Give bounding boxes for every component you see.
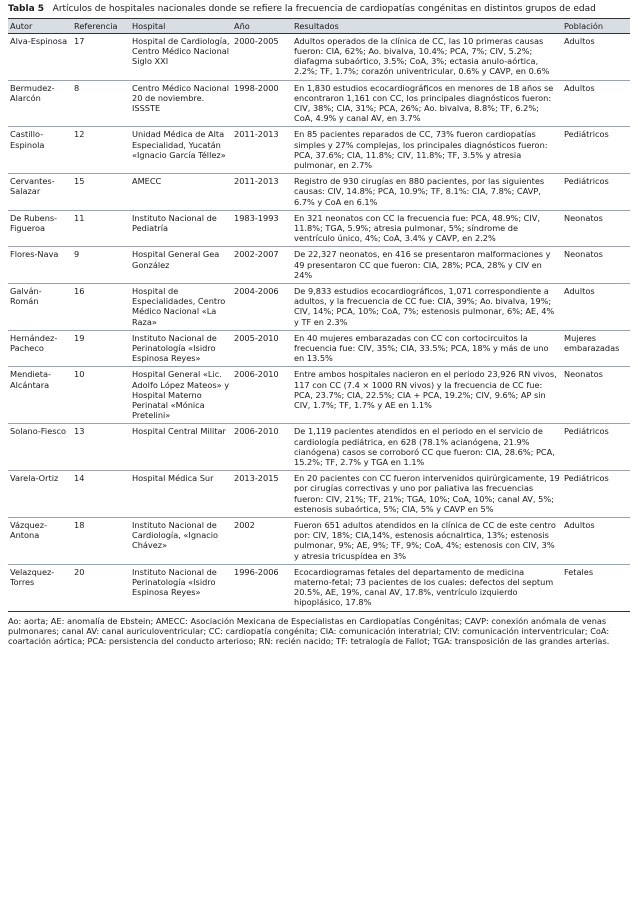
- cardiopathy-table: [8, 18, 630, 612]
- cell-poblacion: Mujeres embarazadas: [562, 330, 630, 367]
- cell-anio: 1996-2006: [232, 564, 292, 611]
- cell-anio: 2011-2013: [232, 127, 292, 174]
- cell-referencia: 20: [72, 564, 130, 611]
- table-row: [8, 471, 630, 518]
- cell-poblacion: Adultos: [562, 33, 630, 80]
- table-row: [8, 80, 630, 127]
- cell-autor: Hernández-Pacheco: [8, 330, 72, 367]
- cell-hospital: Instituto Nacional de Perinatología «Isidro Espinosa Reyes»: [130, 564, 232, 611]
- cell-anio: 2002: [232, 518, 292, 565]
- cell-hospital: Unidad Médica de Alta Especialidad, Yucatán «Ignacio García Téllez»: [130, 127, 232, 174]
- cell-referencia: 17: [72, 33, 130, 80]
- cell-autor: Vázquez-Antona: [8, 518, 72, 565]
- cell-autor: De Rubens-Figueroa: [8, 210, 72, 247]
- cell-anio: 2002-2007: [232, 247, 292, 284]
- table-row: [8, 210, 630, 247]
- table-row: [8, 174, 630, 211]
- cell-anio: 2006-2010: [232, 424, 292, 471]
- table-row: [8, 564, 630, 611]
- cell-resultados: Ecocardiogramas fetales del departamento de medicina materno-fetal; 73 pacientes de los cuales: defectos del septum 20.5%, AE, 19%, canal AV, 17.8%, ventrículo izquierdo hipoplásico, 17.8%: [292, 564, 562, 611]
- cell-poblacion: Neonatos: [562, 210, 630, 247]
- table-footnote: Ao: aorta; AE: anomalía de Ebstein; AMECC: Asociación Mexicana de Especialistas en Cardiopatías Congénitas; CAVP: conexión anómala de venas pulmonares; canal AV: canal auriculoventricular; CC: cardiopatía congénita; CIA: comunicación interatrial; CIV: comunicación interventricular; CoA: coartación aórtica; PCA: persistencia del conducto arterioso; RN: recién nacido; TF: tetralogía de Fallot; TGA: transposición de las grandes arterias.: [8, 615, 610, 647]
- cell-autor: Solano-Fiesco: [8, 424, 72, 471]
- cell-resultados: De 9,833 estudios ecocardiográficos, 1,071 correspondiente a adultos, y la frecuencia de CC fue: CIA, 39%; Ao. bivalva, 19%; CIV, 14%; PCA, 10%; CoA, 7%; estenosis pulmonar, 6%; AE, 4% y TF en 2.3%: [292, 283, 562, 330]
- table-caption: [8, 4, 630, 16]
- cell-hospital: Instituto Nacional de Perinatología «Isidro Espinosa Reyes»: [130, 330, 232, 367]
- cell-hospital: Hospital Central Militar: [130, 424, 232, 471]
- cell-poblacion: Pediátricos: [562, 471, 630, 518]
- cell-resultados: Adultos operados de la clínica de CC, las 10 primeras causas fueron: CIA, 62%; Ao. bivalva, 10.4%; PCA, 7%; CIV, 5.2%; diafagma subaórtico, 3.5%; CoA, 3%; ectasia anulo-aórtica, 2.2%; TF, 1.7%; corazón univentricular, 0.6% y CAVP, en 0.6%: [292, 33, 562, 80]
- table-title: Artículos de hospitales nacionales donde se refiere la frecuencia de cardiopatías congénitas en distintos grupos de edad: [52, 4, 596, 14]
- cell-referencia: 16: [72, 283, 130, 330]
- table-row: [8, 33, 630, 80]
- cell-hospital: Instituto Nacional de Pediatría: [130, 210, 232, 247]
- cell-poblacion: Pediátricos: [562, 424, 630, 471]
- table-row: [8, 367, 630, 424]
- cell-autor: Bermudez-Alarcón: [8, 80, 72, 127]
- cell-hospital: Instituto Nacional de Cardiología, «Ignacio Chávez»: [130, 518, 232, 565]
- cell-resultados: En 85 pacientes reparados de CC, 73% fueron cardiopatías simples y 27% complejas, los principales diagnósticos fueron: PCA, 37.6%; CIA, 11.8%; CIV, 11.8%; TF, 3.5% y atresia pulmonar, en 2.7%: [292, 127, 562, 174]
- cell-referencia: 13: [72, 424, 130, 471]
- cell-referencia: 18: [72, 518, 130, 565]
- cell-poblacion: Pediátricos: [562, 127, 630, 174]
- cell-referencia: 15: [72, 174, 130, 211]
- cell-hospital: Hospital General «Lic. Adolfo López Mateos» y Hospital Materno Perinatal «Mónica Pretelini»: [130, 367, 232, 424]
- cell-resultados: Fueron 651 adultos atendidos en la clínica de CC de este centro por: CIV, 18%; CIA,14%, estenosis aócnalrtica, 13%; estenosis pulmonar, 9%; AE, 9%; TF, 9%; CoA, 4%; estenosis con CIV, 3% y atresia tricuspídea en 3%: [292, 518, 562, 565]
- cell-anio: 1983-1993: [232, 210, 292, 247]
- cell-referencia: 9: [72, 247, 130, 284]
- cell-anio: 2013-2015: [232, 471, 292, 518]
- cell-autor: Cervantes-Salazar: [8, 174, 72, 211]
- cell-autor: Castillo-Espinola: [8, 127, 72, 174]
- cell-anio: 2006-2010: [232, 367, 292, 424]
- header-hospital: Hospital: [130, 18, 232, 33]
- table-row: [8, 424, 630, 471]
- cell-poblacion: Neonatos: [562, 247, 630, 284]
- cell-resultados: En 20 pacientes con CC fueron intervenidos quirúrgicamente, 19 por cirugías correctivas y uno por paliativa las frecuencias fueron: CIV, 21%; TF, 21%; TGA, 10%; CoA, 10%; canal AV, 5%; estenosis subaórtica, 5%; CIA, 5% y CAVP en 5%: [292, 471, 562, 518]
- cell-poblacion: Neonatos: [562, 367, 630, 424]
- cell-hospital: Hospital de Cardiología, Centro Médico Nacional Siglo XXI: [130, 33, 232, 80]
- cell-resultados: En 1,830 estudios ecocardiográficos en menores de 18 años se encontraron 1,161 con CC, los principales diagnósticos fueron: CIV, 38%; CIA, 31%; PCA, 26%; Ao. bivalva, 8.8%; TF, 6.2%; CoA, 4.9% y canal AV, en 3.7%: [292, 80, 562, 127]
- table-row: [8, 247, 630, 284]
- table-row: [8, 330, 630, 367]
- cell-resultados: Entre ambos hospitales nacieron en el periodo 23,926 RN vivos, 117 con CC (7.4 × 1000 RN vivos) y la frecuencia de CC fue: PCA, 23.7%; CIA, 22.5%; CIA + PCA, 19.2%; CIV, 9.6%; AP sin CIV, 1.7%; TF, 1.7% y AE en 1.1%: [292, 367, 562, 424]
- cell-referencia: 12: [72, 127, 130, 174]
- cell-resultados: De 1,119 pacientes atendidos en el periodo en el servicio de cardiología pediátrica, en 628 (78.1% acianógena, 21.9% cianógena) casos se corroboró CC que fueron: CIA, 28.6%; PCA, 15.2%; TF, 2.7% y TGA en 1.1%: [292, 424, 562, 471]
- cell-referencia: 14: [72, 471, 130, 518]
- cell-hospital: Hospital Médica Sur: [130, 471, 232, 518]
- cell-poblacion: Fetales: [562, 564, 630, 611]
- cell-resultados: Registro de 930 cirugías en 880 pacientes, por las siguientes causas: CIV, 14.8%; PCA, 10.9%; TF, 8.1%: CIA, 7.8%; CAVP, 6.7% y CoA en 6.1%: [292, 174, 562, 211]
- cell-autor: Mendieta-Alcántara: [8, 367, 72, 424]
- cell-anio: 2011-2013: [232, 174, 292, 211]
- table-header-row: [8, 18, 630, 33]
- cell-poblacion: Adultos: [562, 518, 630, 565]
- cell-autor: Galván-Román: [8, 283, 72, 330]
- cell-hospital: AMECC: [130, 174, 232, 211]
- header-anio: Año: [232, 18, 292, 33]
- header-resultados: Resultados: [292, 18, 562, 33]
- header-referencia: Referencia: [72, 18, 130, 33]
- cell-autor: Alva-Espinosa: [8, 33, 72, 80]
- header-autor: Autor: [8, 18, 72, 33]
- table-row: [8, 283, 630, 330]
- cell-poblacion: Adultos: [562, 283, 630, 330]
- cell-autor: Velazquez-Torres: [8, 564, 72, 611]
- cell-anio: 2005-2010: [232, 330, 292, 367]
- cell-autor: Varela-Ortiz: [8, 471, 72, 518]
- cell-autor: Flores-Nava: [8, 247, 72, 284]
- cell-poblacion: Pediátricos: [562, 174, 630, 211]
- cell-referencia: 11: [72, 210, 130, 247]
- cell-hospital: Centro Médico Nacional 20 de noviembre. ISSSTE: [130, 80, 232, 127]
- cell-resultados: De 22,327 neonatos, en 416 se presentaron malformaciones y 49 presentaron CC que fueron: CIA, 28%; PCA, 28% y CIV en 24%: [292, 247, 562, 284]
- cell-referencia: 10: [72, 367, 130, 424]
- cell-anio: 2000-2005: [232, 33, 292, 80]
- cell-anio: 1998-2000: [232, 80, 292, 127]
- cell-referencia: 19: [72, 330, 130, 367]
- header-poblacion: Población: [562, 18, 630, 33]
- cell-poblacion: Adultos: [562, 80, 630, 127]
- table-row: [8, 518, 630, 565]
- cell-anio: 2004-2006: [232, 283, 292, 330]
- cell-resultados: En 40 mujeres embarazadas con CC con cortocircuitos la frecuencia fue: CIV, 35%; CIA, 33.5%; PCA, 18% y más de uno en 13.5%: [292, 330, 562, 367]
- table-row: [8, 127, 630, 174]
- cell-hospital: Hospital General Gea González: [130, 247, 232, 284]
- cell-resultados: En 321 neonatos con CC la frecuencia fue: PCA, 48.9%; CIV, 11.8%; TGA, 5.9%; atresia pulmonar, 5%; síndrome de ventrículo único, 4%; CoA, 3.4% y CAVP, en 2.2%: [292, 210, 562, 247]
- table-label: Tabla 5: [8, 4, 45, 14]
- cell-referencia: 8: [72, 80, 130, 127]
- cell-hospital: Hospital de Especialidades, Centro Médico Nacional «La Raza»: [130, 283, 232, 330]
